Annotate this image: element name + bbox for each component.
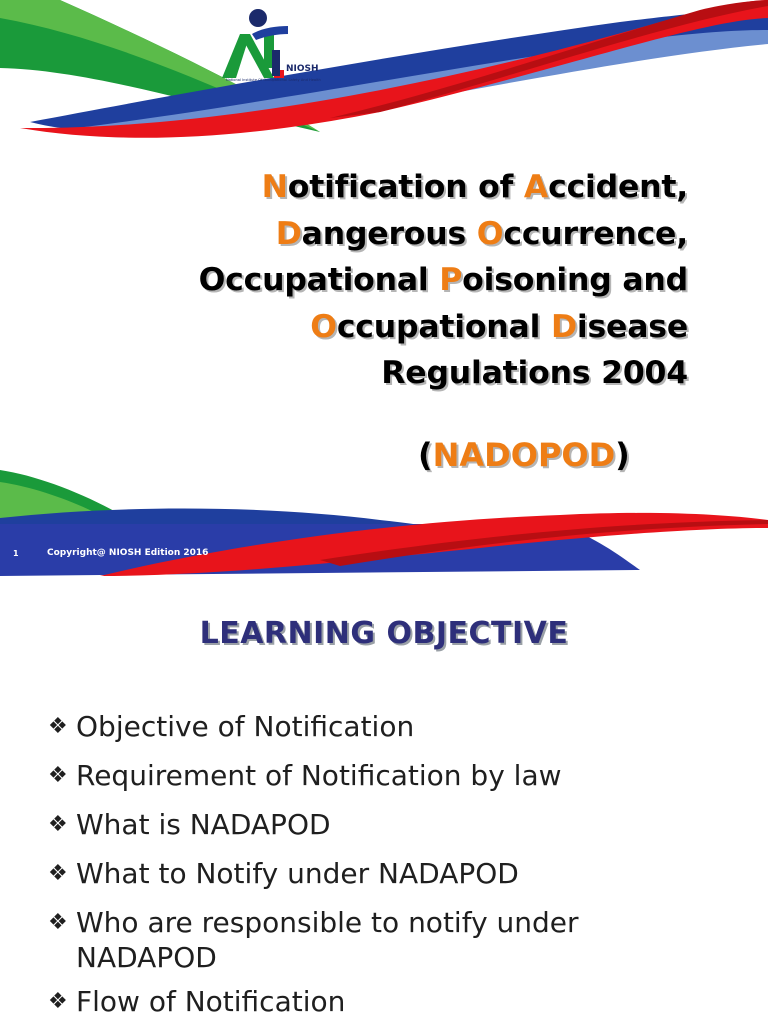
learning-objective-slide bbox=[0, 584, 768, 1024]
diamond-bullet-icon: ❖ bbox=[48, 714, 68, 739]
title-highlight-letter: N bbox=[261, 169, 288, 205]
objective-text: Flow of Notification bbox=[76, 985, 346, 1018]
objective-text-continued: NADAPOD bbox=[76, 941, 217, 974]
objective-text: Requirement of Notification by law bbox=[76, 759, 562, 792]
title-text-segment: angerous bbox=[301, 215, 477, 252]
diamond-bullet-icon: ❖ bbox=[48, 989, 68, 1014]
acronym-open-paren: ( bbox=[418, 436, 433, 474]
title-line bbox=[88, 164, 688, 211]
objective-list bbox=[48, 702, 579, 1024]
title-line bbox=[88, 304, 688, 351]
diamond-bullet-icon: ❖ bbox=[48, 763, 68, 788]
objective-item bbox=[48, 977, 579, 1024]
logo-subtitle: National Institute Of Occupational Safety And Health bbox=[226, 78, 321, 82]
objective-item bbox=[48, 800, 579, 849]
acronym-close-paren: ) bbox=[615, 436, 630, 474]
title-line bbox=[88, 257, 688, 304]
slide-number: 1 bbox=[13, 549, 19, 558]
title-text-segment: isease bbox=[576, 308, 688, 345]
title-line bbox=[88, 350, 688, 397]
objective-item bbox=[48, 751, 579, 800]
title-text-segment: ccupational bbox=[336, 308, 551, 345]
title-highlight-letter: D bbox=[550, 308, 577, 345]
learning-objective-title: LEARNING OBJECTIVE bbox=[199, 616, 569, 651]
objective-text: What is NADAPOD bbox=[76, 808, 331, 841]
title-highlight-letter: O bbox=[476, 215, 504, 252]
title-text-segment: Regulations 2004 bbox=[381, 355, 688, 391]
title-highlight-letter: A bbox=[523, 169, 549, 205]
diamond-bullet-icon: ❖ bbox=[48, 910, 68, 935]
slide-title bbox=[88, 164, 688, 397]
title-text-segment: oisoning and bbox=[462, 262, 688, 298]
acronym bbox=[418, 436, 630, 474]
title-text-segment: Occupational bbox=[198, 262, 440, 298]
diamond-bullet-icon: ❖ bbox=[48, 812, 68, 837]
diamond-bullet-icon: ❖ bbox=[48, 861, 68, 886]
title-highlight-letter: O bbox=[310, 308, 337, 345]
copyright-text: Copyright@ NIOSH Edition 2016 bbox=[47, 548, 209, 558]
title-highlight-letter: P bbox=[439, 262, 463, 298]
acronym-text: NADOPOD bbox=[432, 436, 616, 474]
title-text-segment: ccurrence, bbox=[503, 215, 688, 252]
title-text-segment: ccident, bbox=[548, 169, 688, 205]
objective-text: What to Notify under NADAPOD bbox=[76, 857, 519, 890]
objective-item bbox=[48, 702, 579, 751]
objective-item bbox=[48, 849, 579, 898]
title-text-segment: otification of bbox=[287, 169, 524, 205]
objective-item bbox=[48, 898, 579, 977]
objective-text: Objective of Notification bbox=[76, 710, 415, 743]
title-line bbox=[88, 211, 688, 258]
logo-name: NIOSH bbox=[286, 64, 319, 74]
title-highlight-letter: D bbox=[275, 215, 302, 252]
objective-text: Who are responsible to notify under bbox=[76, 906, 579, 939]
niosh-logo bbox=[218, 6, 358, 116]
